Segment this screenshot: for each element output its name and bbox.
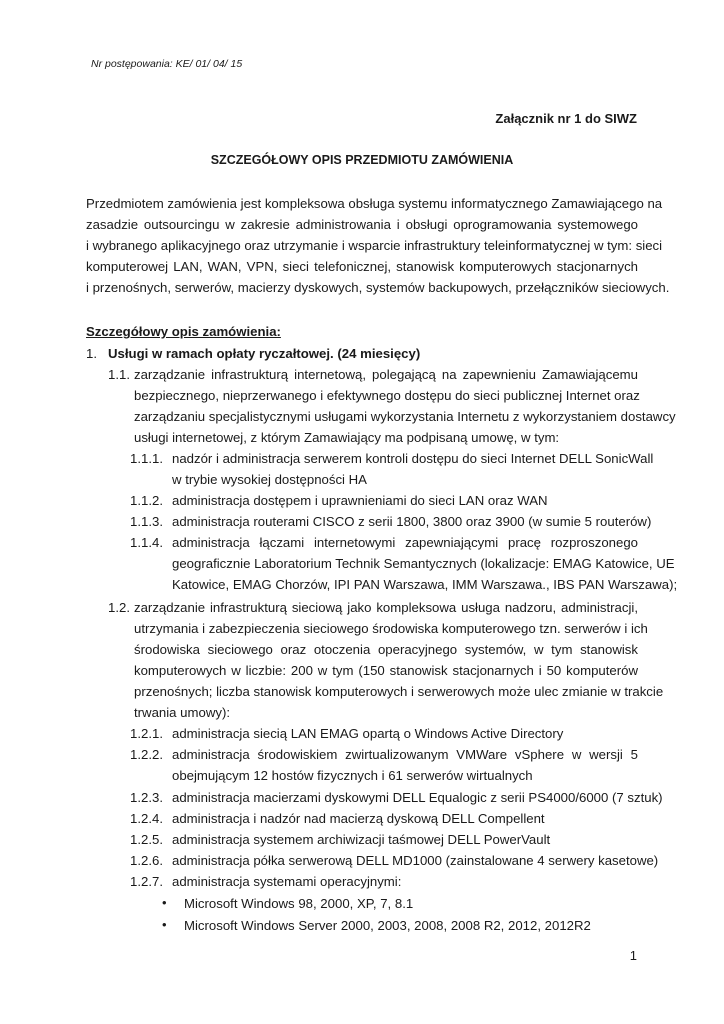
item-number: 1.2. xyxy=(108,600,130,615)
subitem-text: administracja siecią LAN EMAG opartą o Windows Active Directory xyxy=(172,726,564,741)
subitem-text xyxy=(172,532,678,595)
intro-line: i przenośnych, serwerów, macierzy dyskowych, systemów backupowych, przełączników sieciowych. xyxy=(86,280,670,295)
text-line: bezpiecznego, nieprzerwanego i efektywnego dostępu do sieci publicznej Internet oraz xyxy=(134,388,640,403)
subitem-number: 1.2.7. xyxy=(130,874,163,889)
text-line: obejmującym 12 hostów fizycznych i 61 serwerów wirtualnych xyxy=(172,768,533,783)
item-number: 1.1. xyxy=(108,367,130,382)
item-text xyxy=(134,597,664,723)
document-title: SZCZEGÓŁOWY OPIS PRZEDMIOTU ZAMÓWIENIA xyxy=(210,153,514,167)
item-label: Usługi w ramach opłaty ryczałtowej. (24 miesięcy) xyxy=(108,346,421,361)
subitem-number: 1.2.5. xyxy=(130,832,163,847)
subitem-number: 1.2.2. xyxy=(130,747,163,762)
text-line: administracja środowiskiem zwirtualizowanym VMWare vSphere w wersji 5 xyxy=(172,747,638,762)
text-line: utrzymania i zabezpieczenia sieciowego środowiska komputerowego tzn. serwerów i ich xyxy=(134,621,648,636)
bullet-marker: • xyxy=(162,917,167,932)
intro-line: i wybranego aplikacyjnego oraz utrzymanie i wsparcie infrastruktury teleinformatycznej w tym: sieci xyxy=(86,238,663,253)
text-line: zarządzanie infrastrukturą sieciową jako kompleksowa usługa nadzoru, administracji, xyxy=(134,600,638,615)
intro-line: zasadzie outsourcingu w zakresie administrowania i obsługi oprogramowania systemowego xyxy=(86,217,638,232)
page-number: 1 xyxy=(629,948,637,963)
text-line: w trybie wysokiej dostępności HA xyxy=(172,472,367,487)
subitem-number: 1.1.3. xyxy=(130,514,163,529)
case-number: Nr postępowania: KE/ 01/ 04/ 15 xyxy=(91,58,243,70)
subitem-text xyxy=(172,448,654,490)
text-line: nadzór i administracja serwerem kontroli dostępu do sieci Internet DELL SonicWall xyxy=(172,451,654,466)
subitem-text: administracja macierzami dyskowymi DELL Equalogic z serii PS4000/6000 (7 sztuk) xyxy=(172,790,663,805)
subitem-text: administracja i nadzór nad macierzą dyskową DELL Compellent xyxy=(172,811,545,826)
item-number: 1. xyxy=(86,346,97,361)
subitem-text: administracja półka serwerową DELL MD1000 (zainstalowane 4 serwery kasetowe) xyxy=(172,853,659,868)
text-line: trwania umowy): xyxy=(134,705,231,720)
subitem-text: administracja systemem archiwizacji taśmowej DELL PowerVault xyxy=(172,832,551,847)
text-line: przenośnych; liczba stanowisk komputerowych i serwerowych może ulec zmianie w trakcie xyxy=(134,684,664,699)
subitem-number: 1.2.3. xyxy=(130,790,163,805)
text-line: usługi internetowej, z którym Zamawiający ma podpisaną umowę, w tym: xyxy=(134,430,560,445)
item-text xyxy=(134,364,676,448)
text-line: geograficznie Laboratorium Technik Semantycznych (lokalizacje: EMAG Katowice, UE xyxy=(172,556,675,571)
bullet-item: Microsoft Windows Server 2000, 2003, 2008, 2008 R2, 2012, 2012R2 xyxy=(184,918,591,933)
text-line: Katowice, EMAG Chorzów, IPI PAN Warszawa, IMM Warszawa., IBS PAN Warszawa); xyxy=(172,577,678,592)
bullet-item: Microsoft Windows 98, 2000, XP, 7, 8.1 xyxy=(184,896,414,911)
subitem-text: administracja dostępem i uprawnieniami do sieci LAN oraz WAN xyxy=(172,493,548,508)
subitem-number: 1.2.6. xyxy=(130,853,163,868)
text-line: środowiska sieciowego oraz otoczenia operacyjnego systemów, w tym stanowisk xyxy=(134,642,638,657)
subitem-number: 1.2.1. xyxy=(130,726,163,741)
intro-line: komputerowej LAN, WAN, VPN, sieci telefonicznej, stanowisk komputerowych stacjonarnych xyxy=(86,259,638,274)
subitem-text: administracja routerami CISCO z serii 1800, 3800 oraz 3900 (w sumie 5 routerów) xyxy=(172,514,652,529)
subitem-number: 1.1.4. xyxy=(130,535,163,550)
intro-paragraph xyxy=(86,193,670,298)
intro-line: Przedmiotem zamówienia jest kompleksowa obsługa systemu informatycznego Zamawiającego na xyxy=(86,196,663,211)
subitem-text xyxy=(172,744,638,786)
text-line: administracja łączami internetowymi zapewniającymi pracę rozproszonego xyxy=(172,535,638,550)
subitem-number: 1.1.1. xyxy=(130,451,163,466)
bullet-marker: • xyxy=(162,895,167,910)
text-line: komputerowych w liczbie: 200 w tym (150 stanowisk stacjonarnych i 50 komputerów xyxy=(134,663,638,678)
annex-label: Załącznik nr 1 do SIWZ xyxy=(495,111,637,126)
text-line: zarządzanie infrastrukturą internetową, polegającą na zapewnieniu Zamawiającemu xyxy=(134,367,638,382)
text-line: zarządzaniu specjalistycznymi usługami wykorzystania Internetu z wykorzystaniem dostawcy xyxy=(134,409,676,424)
subitem-number: 1.2.4. xyxy=(130,811,163,826)
subitem-number: 1.1.2. xyxy=(130,493,163,508)
section-heading: Szczegółowy opis zamówienia: xyxy=(86,324,281,339)
subitem-text: administracja systemami operacyjnymi: xyxy=(172,874,402,889)
